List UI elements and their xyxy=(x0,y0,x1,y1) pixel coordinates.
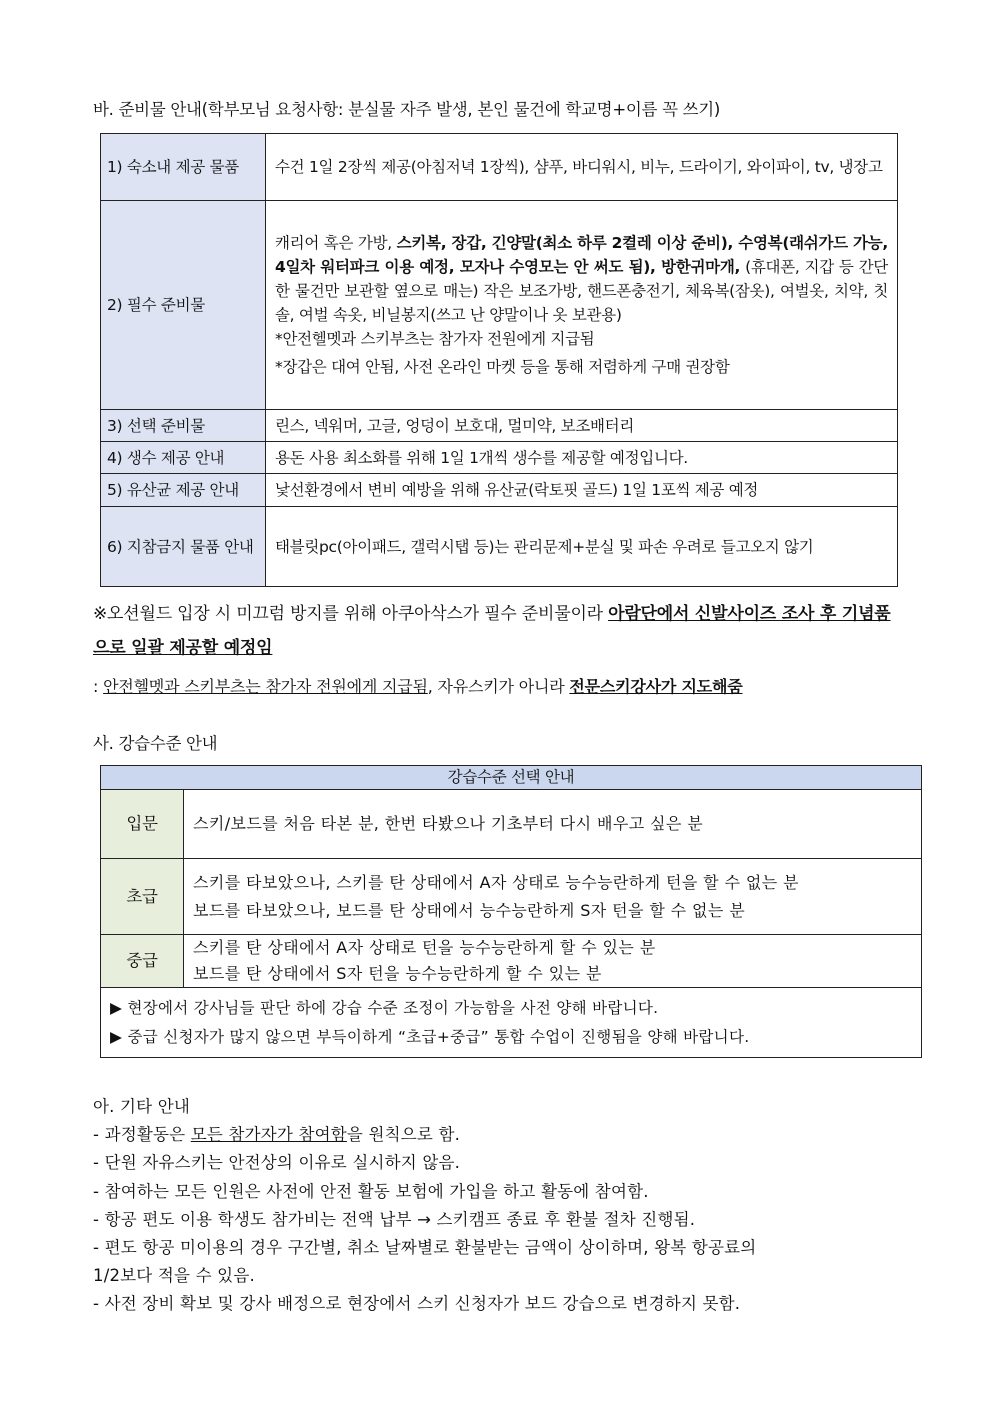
text-segment: ※오션월드 입장 시 미끄럼 방지를 위해 아쿠아삭스가 필수 준비물이라 xyxy=(93,604,609,624)
underlined-text-segment: 안전헬멧과 스키부츠는 참가자 전원에게 지급됨 xyxy=(103,677,428,696)
info-line: - 단원 자유스키는 안전상의 이유로 실시하지 않음. xyxy=(93,1153,461,1173)
level-description xyxy=(184,790,922,859)
text-segment: 을 원칙으로 함. xyxy=(346,1125,461,1145)
note-line: ▶ 현장에서 강사님들 판단 하에 강습 수준 조정이 가능함을 사전 양해 바랍니다. xyxy=(110,998,659,1017)
supplies-table xyxy=(100,133,898,587)
table-row xyxy=(101,935,922,988)
table-row xyxy=(101,988,922,1058)
text-segment: , 자유스키가 아니라 xyxy=(427,677,570,696)
section-sa-heading: 사. 강습수준 안내 xyxy=(93,734,218,753)
underlined-text-segment: 모든 참가자가 참여함 xyxy=(190,1125,347,1145)
aqua-socks-note xyxy=(93,597,899,665)
level-name: 초급 xyxy=(101,859,184,935)
table-row xyxy=(101,859,922,935)
other-info xyxy=(93,1093,756,1319)
text-segment: (휴대폰, 지갑 등 간단한 물건만 보관할 옆으로 매는) 작은 보조가방, 핸드폰충전기, 체육복(잠옷), 여벌옷, 치약, 칫솔, 여벌 속옷, 비닐봉지(쓰고 난 양말이나 옷 보관용) xyxy=(275,258,888,324)
table-row xyxy=(101,507,898,587)
table-row xyxy=(101,790,922,859)
section-a-heading: 아. 기타 안내 xyxy=(93,1097,191,1116)
row-value xyxy=(266,201,898,410)
level-table-title: 강습수준 선택 안내 xyxy=(101,766,922,790)
level-description xyxy=(184,935,922,988)
level-table xyxy=(100,765,922,1058)
level-name: 입문 xyxy=(101,790,184,859)
info-line: 1/2보다 적을 수 있음. xyxy=(93,1266,255,1286)
text-segment: - 과정활동은 xyxy=(93,1125,191,1145)
table-header-row xyxy=(101,766,922,790)
gloves-note: *장갑은 대여 안됨, 사전 온라인 마켓 등을 통해 저렴하게 구매 권장함 xyxy=(275,358,730,376)
description-line: 스키/보드를 처음 타본 분, 한번 타봤으나 기초부터 다시 배우고 싶은 분 xyxy=(193,814,704,833)
section-ba-heading: 바. 준비물 안내(학부모님 요청사항: 분실물 자주 발생, 본인 물건에 학교명+이름 꼭 쓰기) xyxy=(93,100,721,119)
row-label: 1) 숙소내 제공 물품 xyxy=(101,134,266,201)
level-description xyxy=(184,859,922,935)
description-line: 스키를 타보았으나, 스키를 탄 상태에서 A자 상태로 능수능란하게 턴을 할 수 없는 분 xyxy=(193,872,799,892)
table-row xyxy=(101,442,898,474)
info-line: - 편도 항공 미이용의 경우 구간별, 취소 날짜별로 환불받는 금액이 상이하며, 왕복 항공료의 xyxy=(93,1238,757,1258)
row-label: 3) 선택 준비물 xyxy=(101,410,266,442)
text-segment: : xyxy=(93,677,104,696)
row-value: 낯선환경에서 변비 예방을 위해 유산균(락토핏 골드) 1일 1포씩 제공 예정 xyxy=(266,474,898,507)
text-segment: 캐리어 혹은 가방, xyxy=(275,234,397,252)
row-label: 4) 생수 제공 안내 xyxy=(101,442,266,474)
level-name: 중급 xyxy=(101,935,184,988)
table-row xyxy=(101,410,898,442)
helmet-note: *안전헬멧과 스키부츠는 참가자 전원에게 지급됨 xyxy=(275,330,595,348)
description-line: 보드를 타보았으나, 보드를 탄 상태에서 능수능란하게 S자 턴을 할 수 없는 분 xyxy=(193,900,746,920)
row-value: 린스, 넥워머, 고글, 엉덩이 보호대, 멀미약, 보조배터리 xyxy=(266,410,898,442)
helmet-boots-note xyxy=(93,670,899,704)
underlined-text-segment: 아람단에서 신발사이즈 조사 후 기념품으로 일괄 제공할 예정임 xyxy=(93,604,891,658)
row-value: 수건 1일 2장씩 제공(아침저녁 1장씩), 샴푸, 바디워시, 비누, 드라이기, 와이파이, tv, 냉장고 xyxy=(266,134,898,201)
table-row xyxy=(101,134,898,201)
bold-text-segment: 스키복, 장갑, 긴양말(최소 하루 2켤레 이상 준비), 수영복(래쉬가드 가능, 4일차 워터파크 이용 예정, 모자나 수영모는 안 써도 됨), 방한귀마개, xyxy=(275,234,888,276)
table-row xyxy=(101,474,898,507)
row-label: 6) 지참금지 물품 안내 xyxy=(101,507,266,587)
description-line: 스키를 탄 상태에서 A자 상태로 턴을 능수능란하게 할 수 있는 분 xyxy=(193,938,656,957)
underlined-text-segment: 전문스키강사가 지도해줌 xyxy=(569,677,743,696)
table-row xyxy=(101,201,898,410)
description-line: 보드를 탄 상태에서 S자 턴을 능수능란하게 할 수 있는 분 xyxy=(193,964,602,983)
info-line: - 사전 장비 확보 및 강사 배정으로 현장에서 스키 신청자가 보드 강습으로 변경하지 못함. xyxy=(93,1294,741,1314)
note-line: ▶ 중급 신청자가 많지 않으면 부득이하게 “초급+중급” 통합 수업이 진행됨을 양해 바랍니다. xyxy=(110,1027,750,1046)
row-value: 태블릿pc(아이패드, 갤럭시탭 등)는 관리문제+분실 및 파손 우려로 들고오지 않기 xyxy=(266,507,898,587)
row-label: 2) 필수 준비물 xyxy=(101,201,266,410)
row-value: 용돈 사용 최소화를 위해 1일 1개씩 생수를 제공할 예정입니다. xyxy=(266,442,898,474)
info-line xyxy=(93,1121,756,1149)
level-notes xyxy=(101,988,922,1058)
required-items-text xyxy=(275,231,888,327)
row-label: 5) 유산균 제공 안내 xyxy=(101,474,266,507)
info-line: - 참여하는 모든 인원은 사전에 안전 활동 보험에 가입을 하고 활동에 참여함. xyxy=(93,1181,649,1201)
info-line: - 항공 편도 이용 학생도 참가비는 전액 납부 → 스키캠프 종료 후 환불 절차 진행됨. xyxy=(93,1209,696,1229)
